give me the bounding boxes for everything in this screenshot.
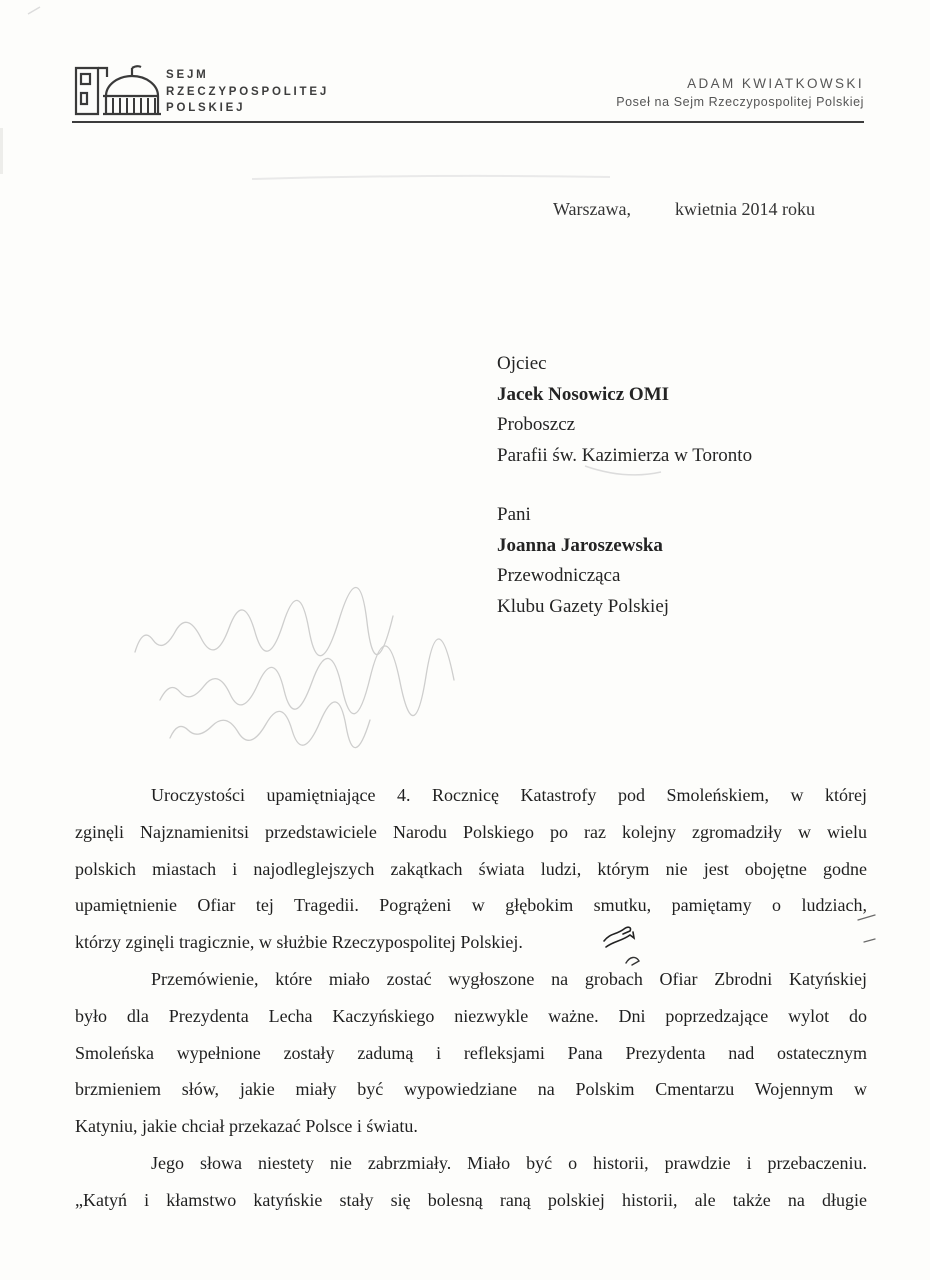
body-line: było dla Prezydenta Lecha Kaczyńskiego niezwykle ważne. Dni poprzedzające wylot do <box>75 1005 867 1026</box>
org-name-block <box>166 67 329 117</box>
recipient-role: Proboszcz <box>497 414 576 435</box>
body-line: Katyniu, jakie chciał przekazać Polsce i światu. <box>75 1116 418 1137</box>
body-line: Jego słowa niestety nie zabrzmiały. Miało być o historii, prawdzie i przebaczeniu. <box>151 1152 867 1173</box>
body-line: którzy zginęli tragicznie, w służbie Rzeczypospolitej Polskiej. <box>75 932 523 953</box>
recipient-salutation: Pani <box>497 504 531 525</box>
recipient-name: Jacek Nosowicz OMI <box>497 383 670 405</box>
body-line: Uroczystości upamiętniające 4. Rocznicę Katastrofy pod Smoleńskiem, w której <box>151 785 867 805</box>
letter-body <box>75 777 867 1219</box>
dateline <box>553 199 815 220</box>
recipient-role: Przewodnicząca <box>497 565 621 586</box>
body-line: Smoleńska wypełnione zostały zadumą i refleksjami Pana Prezydenta nad ostatecznym <box>75 1042 867 1063</box>
org-line-3: POLSKIEJ <box>166 102 246 114</box>
body-line: zginęli Najznamienitsi przedstawiciele Narodu Polskiego po raz kolejny zgromadziły w wielu <box>75 821 867 842</box>
sender-name: ADAM KWIATKOWSKI <box>687 76 864 91</box>
org-line-2: RZECZYPOSPOLITEJ <box>166 85 330 98</box>
recipient-salutation: Ojciec <box>497 353 547 374</box>
recipient-block-2 <box>497 500 669 622</box>
handwritten-note <box>135 587 454 747</box>
body-line: polskich miastach i najodleglejszych zakątkach świata ludzi, którym nie jest obojętne godne <box>75 858 867 879</box>
sender-block <box>616 76 864 109</box>
body-line: Przemówienie, które miało zostać wygłoszone na grobach Ofiar Zbrodni Katyńskiej <box>151 968 867 989</box>
dateline-city: Warszawa, <box>553 199 632 219</box>
scan-corner-mark <box>28 7 40 14</box>
letterhead-rule <box>72 121 864 123</box>
dateline-date: kwietnia 2014 roku <box>675 199 815 219</box>
recipient-org: Klubu Gazety Polskiej <box>497 595 670 617</box>
recipient-org: Parafii św. Kazimierza w Toronto <box>497 444 753 466</box>
scan-smudge-line <box>252 176 610 179</box>
body-line: „Katyń i kłamstwo katyńskie stały się bolesną raną polskiej historii, ale także na długie <box>75 1189 867 1210</box>
sender-title: Poseł na Sejm Rzeczypospolitej Polskiej <box>616 95 864 109</box>
body-line: brzmieniem słów, jakie miały być wypowiedziane na Polskim Cmentarzu Wojennym w <box>75 1079 867 1100</box>
recipient-block-1 <box>497 349 752 471</box>
recipient-name: Joanna Jaroszewska <box>497 534 663 556</box>
body-line: upamiętnienie Ofiar tej Tragedii. Pogrążeni w głębokim smutku, pamiętamy o ludziach, <box>75 895 867 916</box>
org-line-1: SEJM <box>166 69 209 81</box>
sejm-building-logo-icon <box>73 62 161 118</box>
scan-edge-smudge <box>0 128 3 174</box>
